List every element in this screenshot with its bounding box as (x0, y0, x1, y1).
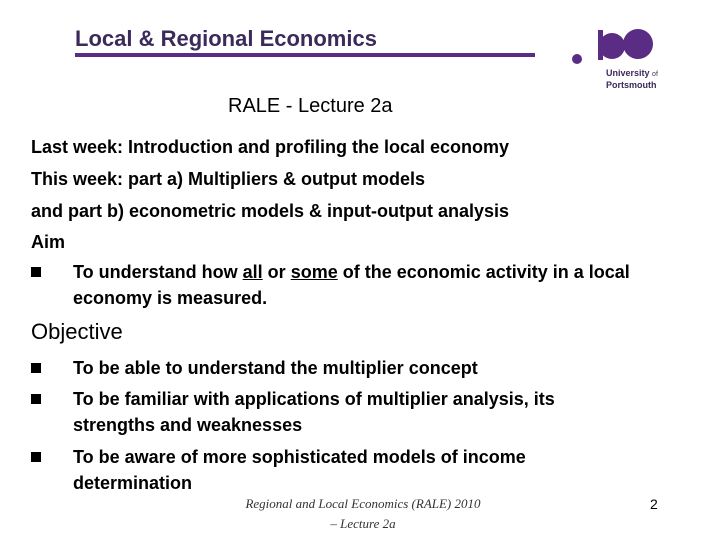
part-b-line: and part b) econometric models & input-output analysis (31, 201, 510, 221)
aim-text-all: all (242, 262, 263, 282)
last-week-line: Last week: Introduction and profiling the local economy (31, 137, 510, 157)
bullet-icon (31, 386, 65, 412)
objective-item: To be aware of more sophisticated models of income determination (73, 447, 526, 493)
objective-item: To be familiar with applications of multiplier analysis, its strengths and weaknesses (73, 389, 555, 435)
aim-label: Aim (31, 232, 66, 252)
aim-text-pre: To understand how (73, 262, 243, 282)
this-week-line: This week: part a) Multipliers & output models (31, 169, 426, 189)
footer-line-2: – Lecture 2a (330, 516, 396, 531)
logo-of: of (652, 71, 658, 78)
logo-line-portsmouth: Portsmouth (606, 80, 657, 90)
footer (228, 494, 498, 534)
aim-text-some: some (290, 262, 338, 282)
slide-title: RALE - Lecture 2a (228, 95, 393, 117)
bullet-icon (31, 355, 65, 381)
aim-text-post: of the economic activity in a local economy is measured. (73, 262, 630, 308)
logo-text (606, 68, 658, 91)
bullet-icon (31, 259, 65, 285)
aim-text-or: or (262, 262, 291, 282)
aim-item (73, 259, 653, 311)
bullet-icon (31, 444, 65, 470)
objective-item: To be able to understand the multiplier concept (73, 358, 478, 378)
logo-mark-icon (568, 20, 678, 68)
logo-line-university: University (606, 68, 650, 78)
footer-line-1: Regional and Local Economics (RALE) 2010 (245, 496, 481, 511)
objective-heading: Objective (31, 319, 123, 344)
university-logo (568, 20, 678, 90)
header-rule (75, 53, 535, 57)
header-title: Local & Regional Economics (75, 26, 377, 51)
page-number: 2 (650, 496, 658, 512)
